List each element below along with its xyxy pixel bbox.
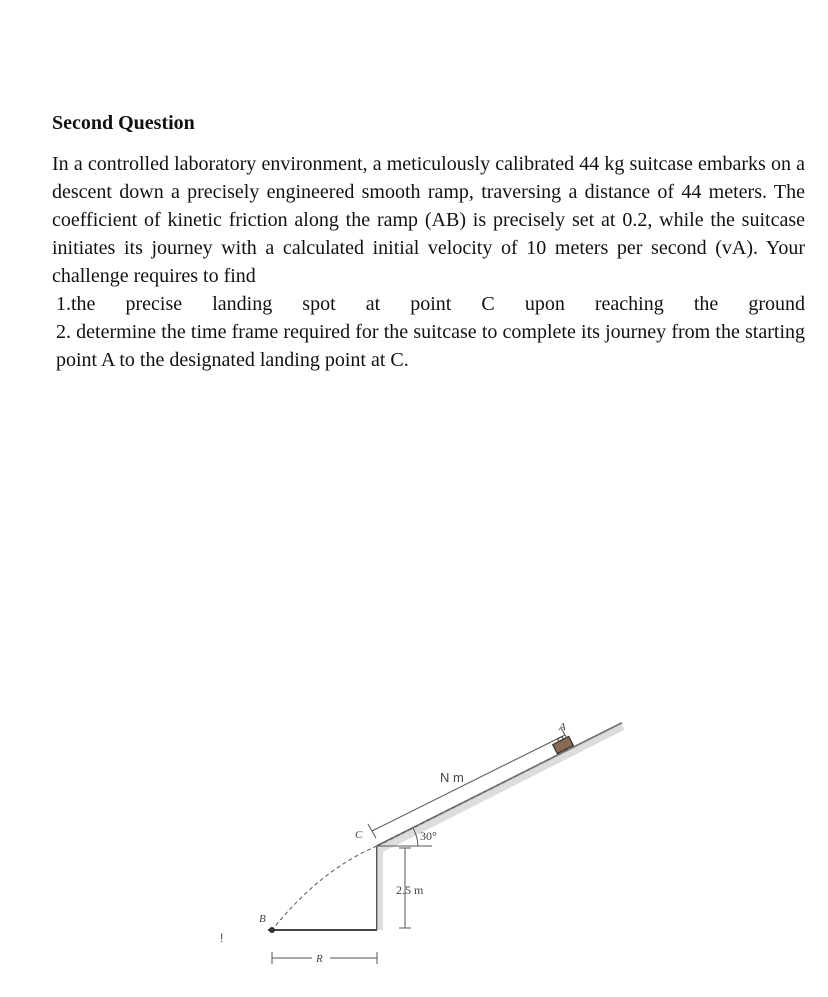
task-one-line: 1.the precise landing spot at point C upon reaching the ground: [56, 293, 805, 315]
ramp-length-dimension: [372, 735, 565, 831]
ramp-diagram: [0, 700, 828, 997]
trajectory-path: [272, 846, 377, 930]
landing-point-b: [269, 927, 275, 933]
angle-label: 30°: [420, 829, 437, 843]
question-paragraph: In a controlled laboratory environment, a meticulously calibrated 44 kg suitcase embarks on a descent down a precisely engineered smooth ramp, traversing a distance of 44 meters. The coefficient of kinetic friction along the ramp (AB) is precisely set at 0.2, while the suitcase initiates its journey with a calculated initial velocity of 10 meters per second (vA). Your challenge requires to find: [52, 153, 805, 287]
stray-mark: !: [220, 931, 224, 945]
height-label: 2.5 m: [396, 883, 424, 897]
question-body: [52, 150, 805, 374]
ramp-length-label: N m: [440, 770, 464, 785]
wall-shading: [377, 846, 383, 930]
ramp-shading: [377, 723, 624, 852]
ramp-length-tick-c: [368, 824, 376, 838]
point-c-label: C: [355, 829, 363, 841]
point-b-label: B: [259, 913, 266, 925]
question-heading: Second Question: [52, 112, 195, 134]
task-two-line: 2. determine the time frame required for the suitcase to complete its journey from the starting point A to the designated landing point at C.: [56, 321, 805, 371]
point-a-label: A: [559, 721, 566, 733]
range-label: R: [316, 953, 323, 965]
